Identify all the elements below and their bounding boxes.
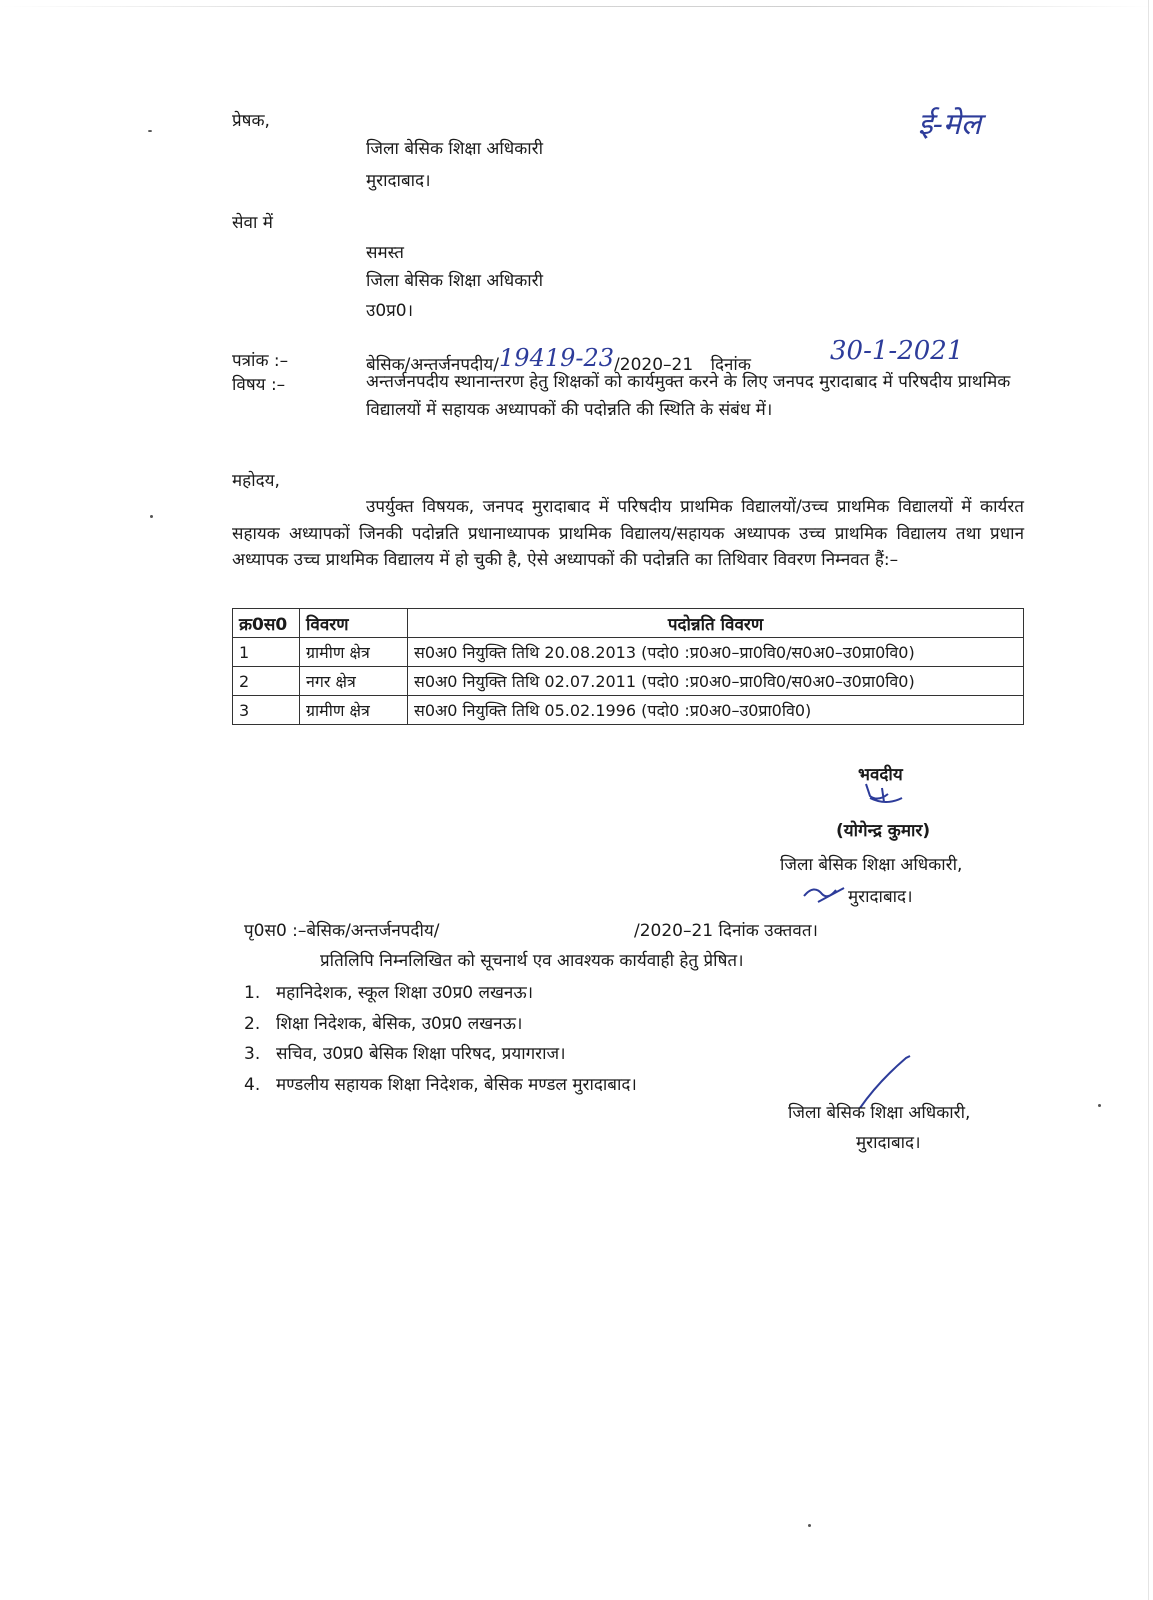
- table-header-serial: क्र0स0: [233, 609, 300, 638]
- page-edge-top: [0, 6, 1153, 7]
- list-item: [244, 1039, 637, 1070]
- endorsement-prefix: पृ0स0 :–बेसिक/अन्तर्जनपदीय/: [244, 921, 440, 941]
- table-cell-area: ग्रामीण क्षेत्र: [300, 638, 408, 667]
- table-header-promotion-details: पदोन्नति विवरण: [408, 609, 1024, 638]
- reference-suffix: /2020–21: [614, 355, 694, 375]
- recipient-line2: जिला बेसिक शिक्षा अधिकारी: [366, 271, 544, 291]
- list-item-number: 2.: [244, 1013, 261, 1034]
- recipient-line3: उ0प्र0।: [366, 301, 414, 321]
- page-edge-right: [1148, 0, 1149, 1600]
- scan-speck: [148, 130, 152, 132]
- reference-prefix: बेसिक/अन्तर्जनपदीय/: [366, 355, 500, 375]
- list-item-text: महानिदेशक, स्कूल शिक्षा उ0प्र0 लखनऊ।: [276, 983, 534, 1003]
- scan-speck: [150, 515, 153, 518]
- signature-place: मुरादाबाद।: [848, 887, 913, 907]
- body-paragraph: उपर्युक्त विषयक, जनपद मुरादाबाद में परिषदीय प्राथमिक विद्यालयों/उच्च प्राथमिक विद्यालयों में कार्यरत सहायक अध्यापकों जिनकी पदोन्नति प्रधानाध्यापक प्राथमिक विद्यालय/सहायक अध्यापक उच्च प्राथमिक विद्यालय तथा प्रधान अध्यापक उच्च प्राथमिक विद्यालय में हो चुकी है, ऐसे अध्यापकों की पदोन्नति का तिथिवार विवरण निम्नवत हैं:–: [232, 497, 1024, 570]
- reference-label: पत्रांक :–: [232, 351, 289, 371]
- list-item-text: सचिव, उ0प्र0 बेसिक शिक्षा परिषद, प्रयागराज।: [276, 1044, 566, 1064]
- signature-scribble-icon: [858, 780, 906, 810]
- table-cell-details: स0अ0 नियुक्ति तिथि 02.07.2011 (पदो0 :प्र0अ0–प्रा0वि0/स0अ0–उ0प्रा0वि0): [408, 667, 1024, 696]
- salutation: महोदय,: [232, 471, 280, 491]
- subject-label: विषय :–: [232, 375, 286, 395]
- list-item-text: मण्डलीय सहायक शिक्षा निदेशक, बेसिक मण्डल मुरादाबाद।: [276, 1074, 637, 1095]
- table-cell-area: नगर क्षेत्र: [300, 667, 408, 696]
- list-item-number: 4.: [244, 1074, 261, 1095]
- list-item: [244, 1009, 637, 1040]
- reference-date-label: दिनांक: [710, 355, 751, 375]
- sender-label: प्रेषक,: [232, 111, 270, 131]
- table-cell-serial: 1: [233, 638, 300, 667]
- table-row: [233, 638, 1024, 667]
- endorsement-suffix: /2020–21 दिनांक उक्तवत।: [634, 921, 818, 941]
- scan-speck: [1098, 1104, 1101, 1107]
- table-cell-details: स0अ0 नियुक्ति तिथि 05.02.1996 (पदो0 :प्र0अ0–उ0प्रा0वि0): [408, 696, 1024, 725]
- list-item-text: शिक्षा निदेशक, बेसिक, उ0प्र0 लखनऊ।: [276, 1013, 523, 1034]
- table-row: [233, 667, 1024, 696]
- list-item-number: 1.: [244, 983, 261, 1003]
- table-header-description: विवरण: [300, 609, 408, 638]
- handwritten-email-mark: ई-मेल: [918, 107, 982, 142]
- copy-recipient-list: [244, 978, 637, 1100]
- final-signature-place: मुरादाबाद।: [856, 1133, 921, 1153]
- table-cell-area: ग्रामीण क्षेत्र: [300, 696, 408, 725]
- reference-number-handwritten: 19419-23: [499, 344, 615, 372]
- sender-place: मुरादाबाद।: [366, 171, 431, 191]
- initials-scribble-icon: [800, 880, 850, 906]
- table-header-row: [233, 609, 1024, 638]
- table-cell-details: स0अ0 नियुक्ति तिथि 20.08.2013 (पदो0 :प्र0अ0–प्रा0वि0/स0अ0–उ0प्रा0वि0): [408, 638, 1024, 667]
- list-item-number: 3.: [244, 1044, 261, 1064]
- recipient-line1: समस्त: [366, 243, 404, 263]
- scan-speck: [808, 1524, 811, 1527]
- endorsement-intro: प्रतिलिपि निम्नलिखित को सूचनार्थ एव आवश्यक कार्यवाही हेतु प्रेषित।: [320, 951, 744, 971]
- promotion-table: [232, 608, 1024, 725]
- list-item: [244, 978, 637, 1009]
- table-cell-serial: 3: [233, 696, 300, 725]
- signature-designation: जिला बेसिक शिक्षा अधिकारी,: [780, 855, 963, 875]
- table-row: [233, 696, 1024, 725]
- reference-date-handwritten: 30-1-2021: [830, 336, 964, 366]
- final-signature-designation: जिला बेसिक शिक्षा अधिकारी,: [788, 1103, 971, 1123]
- subject-text: अन्तर्जनपदीय स्थानान्तरण हेतु शिक्षकों को कार्यमुक्त करने के लिए जनपद मुरादाबाद में परिषदीय प्राथमिक विद्यालयों में सहायक अध्यापकों की पदोन्नति की स्थिति के संबंध में।: [366, 372, 1011, 420]
- signature-name: (योगेन्द्र कुमार): [836, 821, 931, 841]
- sender-designation: जिला बेसिक शिक्षा अधिकारी: [366, 139, 544, 159]
- recipient-label: सेवा में: [232, 213, 273, 233]
- table-cell-serial: 2: [233, 667, 300, 696]
- signature-closing: भवदीय: [858, 765, 903, 785]
- list-item: [244, 1070, 637, 1101]
